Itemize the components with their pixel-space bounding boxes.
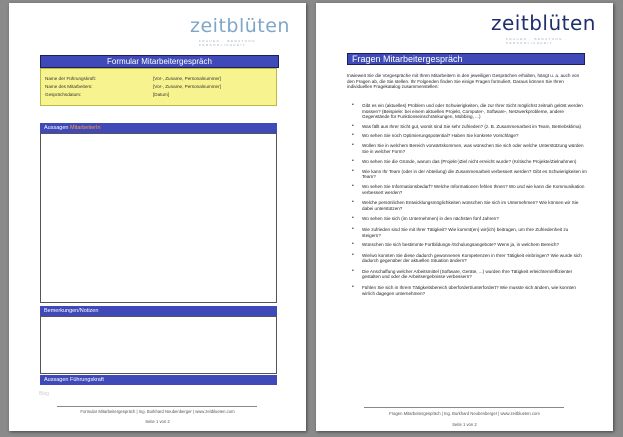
bullet-icon: • bbox=[352, 182, 354, 189]
stray-text: Blog bbox=[39, 391, 50, 397]
question-item bbox=[347, 242, 587, 248]
question-text: Die Anschaffung welcher Arbeitsmittel (Software, Geräte, ...) wurden Ihre Tätigkeit erleichtern/effizienter gestalten und oder die Arbeitsergebnisse verbessern? bbox=[362, 268, 573, 280]
bullet-icon: • bbox=[352, 225, 354, 232]
question-text: Wo sehen Sie Informationsbedarf? Welche Informationen fehlen Ihnen? Wo und wie kann die Kommunikation verbessert werden? bbox=[362, 183, 585, 195]
question-item bbox=[347, 124, 587, 130]
section-employee-prefix: Aussagen bbox=[44, 125, 70, 131]
bullet-icon: • bbox=[352, 199, 354, 206]
page-number: Seite 1 von 2 bbox=[145, 419, 170, 424]
field-employee-row bbox=[45, 84, 221, 89]
question-text: Wie kann Ihr Team (oder in der Abteilung) die Zusammenarbeit verbessert werden? Gibt es Schwierigkeiten im Team? bbox=[362, 168, 587, 180]
question-text: Wie/wo konnten Sie diese dadurch gewonnenen Kompetenzen in Ihrer Tätigkeit einbringen? Wie wurde sich dadurch gegenüber der aktuellen Situation ändern? bbox=[362, 252, 582, 264]
page-number: Seite 1 von 2 bbox=[452, 422, 477, 427]
question-item bbox=[347, 143, 587, 154]
question-item bbox=[347, 216, 587, 222]
question-text: Wo sehen Sie noch Optimierungspotential? Haben Sie konkrete Vorschläge? bbox=[362, 133, 519, 139]
question-text: Gibt es ein (aktuelles) Problem und oder Schwierigkeiten, die zur Ihrer Sicht möglichst zeitnah gelöst werden müssen? (Beispiele: bei einem aktuellen Projekt, Computer-, Software-, Netzwerkprobleme, andere Gegenstände für Funktionseinschränkungen, Mobbing, ...) bbox=[362, 103, 583, 120]
field-manager-value[interactable]: [Vor-, Zuname, Personalnummer] bbox=[153, 76, 221, 81]
question-text: Wollen Sie in welchem Bereich vorwärtskommen, was wünschen Sie sich oder welche Unterstützung würden Sie in welcher Form? bbox=[362, 142, 584, 154]
question-item bbox=[347, 285, 587, 296]
bullet-icon: • bbox=[352, 158, 354, 165]
bullet-icon: • bbox=[352, 251, 354, 258]
page-footer: Formular Mitarbeitergespräch | Ing. Burkhard Neubenberger | www.zeitblueten.com bbox=[80, 409, 235, 414]
question-item bbox=[347, 133, 587, 139]
questions-page bbox=[316, 3, 613, 431]
question-text: Fühlen Sie sich in Ihrem Tätigkeitsbereich überfordert/unterfordert? Wie musste sich ändern, wie konnten wir/ich dagegen unternehmen? bbox=[362, 285, 576, 296]
section-employee-area[interactable] bbox=[40, 133, 277, 303]
field-employee-label: Name des Mitarbeiters: bbox=[45, 84, 93, 89]
brand-tagline: FRAUEN · BERATUNG · PERSÖNLICHKEIT bbox=[506, 37, 568, 45]
question-item bbox=[347, 227, 587, 238]
bullet-icon: • bbox=[352, 141, 354, 148]
questions-title: Fragen Mitarbeitergespräch bbox=[347, 53, 585, 65]
bullet-icon: • bbox=[352, 241, 354, 248]
question-list bbox=[347, 103, 587, 301]
question-text: Wie zufrieden sind Sie mit Ihrer Tätigkeit? Wie kommt(en) wir(ich) beitragen, um Ihre Zufriedenheit zu steigern? bbox=[362, 226, 569, 238]
bullet-icon: • bbox=[352, 132, 354, 139]
section-employee-highlight: MitarbeiterIn bbox=[70, 125, 101, 131]
field-manager-label: Name der Führungskraft: bbox=[45, 76, 97, 81]
question-text: Wo sehen Sie die Gründe, warum das (Projekt-)Ziel nicht erreicht wurde? (Kritische Projekte/Zielnahmen) bbox=[362, 159, 577, 165]
bullet-icon: • bbox=[352, 122, 354, 129]
field-manager-row bbox=[45, 76, 221, 81]
question-text: Welche persönlichen Entwicklungsmöglichkeiten wünschen Sie sich im Unternehmen? Wie können wir Sie dabei unterstützen? bbox=[362, 200, 579, 211]
field-date-label: Gesprächsdatum: bbox=[45, 92, 82, 97]
question-item bbox=[347, 269, 587, 280]
question-item bbox=[347, 103, 587, 120]
form-title: Formular Mitarbeitergespräch bbox=[40, 55, 279, 68]
section-notes-header: Bemerkungen/Notizen bbox=[40, 306, 277, 316]
bullet-icon: • bbox=[352, 267, 354, 274]
bullet-icon: • bbox=[352, 215, 354, 222]
bullet-icon: • bbox=[352, 102, 354, 108]
field-employee-value[interactable]: [Vor-, Zuname, Personalnummer] bbox=[153, 84, 221, 89]
bullet-icon: • bbox=[352, 167, 354, 174]
section-notes-area[interactable] bbox=[40, 316, 277, 374]
question-text: Was fällt aus Ihrer Sicht gut, womit sind Sie sehr zufrieden? (z. B. Zusammenarbeit im Team, Betriebsklima) bbox=[362, 123, 582, 129]
question-text: Wünschen Sie sich bestimmte Fortbildungs-/Schulungsangebote? Wenn ja, in welchem Bereich? bbox=[362, 242, 560, 248]
question-text: Wo sehen Sie sich (im Unternehmen) in den nächsten fünf Jahren? bbox=[362, 216, 499, 222]
field-date-row bbox=[45, 92, 170, 97]
section-manager-header: Aussagen Führungskraft bbox=[40, 375, 277, 385]
footer-divider bbox=[57, 406, 257, 407]
question-item bbox=[347, 159, 587, 165]
bullet-icon: • bbox=[352, 284, 354, 291]
brand-logo: zeitblüten bbox=[190, 15, 290, 37]
form-fields-box bbox=[40, 68, 277, 106]
field-date-value[interactable]: [Datum] bbox=[153, 92, 170, 97]
question-item bbox=[347, 184, 587, 195]
brand-tagline: FRAUEN · BERATUNG · PERSÖNLICHKEIT bbox=[199, 39, 261, 47]
section-employee-header bbox=[40, 123, 277, 133]
intro-paragraph: Inwieweit Sie die Vorgespräche mit Ihren Mitarbeitern in den jeweiligen Gesprächen erhalten, hängt u. a. auch von den Fragen ab, die Sie stellen. Ihr Folgenden finden Sie einige Fragen formuliert. Daraus können Sie Ihren individuellen Fragekatalog zusammenstellen: bbox=[347, 73, 580, 90]
form-page bbox=[9, 3, 306, 431]
question-item bbox=[347, 253, 587, 264]
brand-logo: zeitblüten bbox=[491, 11, 596, 35]
footer-divider bbox=[364, 407, 564, 408]
question-item bbox=[347, 200, 587, 211]
page-footer: Fragen Mitarbeitergespräch | Ing. Burkhard Neubenberger | www.zeitblueten.com bbox=[389, 411, 540, 416]
question-item bbox=[347, 169, 587, 180]
